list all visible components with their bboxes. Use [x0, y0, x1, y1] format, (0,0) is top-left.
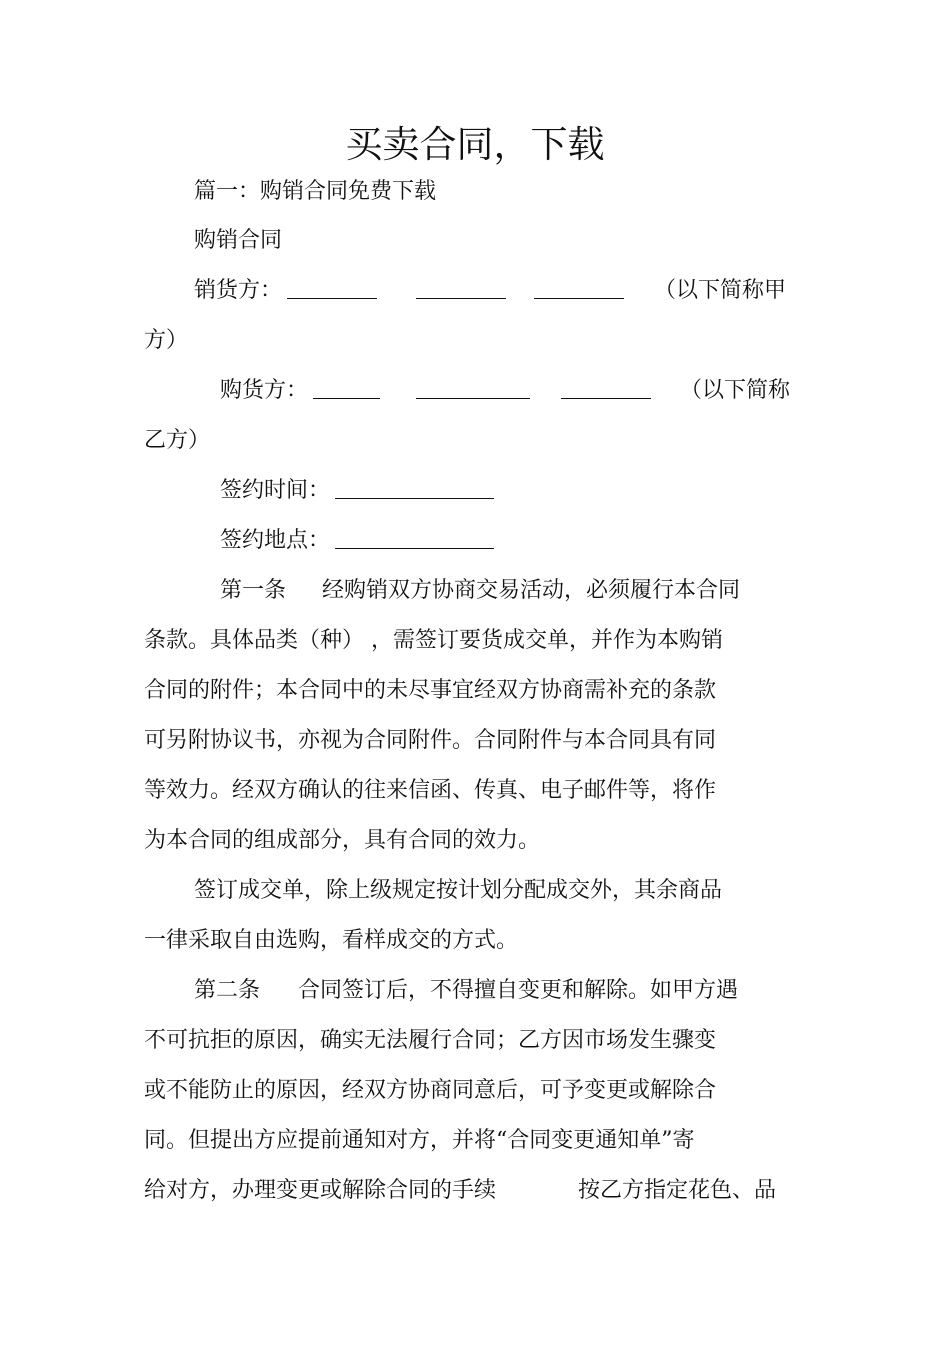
paragraph-2-line-2: 一律采取自由选购，看样成交的方式。: [144, 928, 519, 953]
article-2-number: 第二条: [194, 978, 261, 1003]
article-1-line-3: 合同的附件；本合同中的未尽事宜经双方协商需补充的条款: [144, 678, 717, 703]
document-title: 买卖合同，下载: [345, 123, 605, 166]
sign-time-label: 签约时间：: [220, 478, 331, 503]
paragraph-2-line-1: 签订成交单，除上级规定按计划分配成交外，其余商品: [194, 878, 723, 903]
buyer-note: （以下简称: [680, 378, 791, 403]
article-2-line-1: 合同签订后，不得擅自变更和解除。如甲方遇: [298, 978, 739, 1003]
section-heading: 篇一：购销合同免费下载: [194, 179, 437, 204]
seller-blank-2: [416, 278, 506, 299]
article-1-line-6: 为本合同的组成部分，具有合同的效力。: [144, 828, 541, 853]
article-1-number: 第一条: [220, 578, 287, 603]
sign-place-label: 签约地点：: [220, 528, 331, 553]
article-2-line-4: 同。但提出方应提前通知对方，并将“合同变更通知单”寄: [144, 1128, 695, 1153]
contract-name: 购销合同: [194, 228, 283, 253]
sign-place-blank: [335, 528, 494, 549]
seller-label: 销货方：: [194, 278, 283, 303]
article-2-line-3: 或不能防止的原因，经双方协商同意后，可予变更或解除合: [144, 1078, 717, 1103]
article-1-line-1: 经购销双方协商交易活动，必须履行本合同: [322, 578, 741, 603]
buyer-blank-1: [313, 378, 380, 399]
article-1-line-2: 条款。具体品类（种） ，需签订要货成交单，并作为本购销: [144, 628, 723, 653]
article-2-line-5: 给对方，办理变更或解除合同的手续: [144, 1178, 497, 1203]
article-1-line-4: 可另附协议书，亦视为合同附件。合同附件与本合同具有同: [144, 728, 717, 753]
buyer-label: 购货方：: [220, 378, 309, 403]
buyer-blank-2: [416, 378, 530, 399]
article-2-line-5-cont: 按乙方指定花色、品: [578, 1178, 777, 1203]
seller-blank-3: [534, 278, 624, 299]
article-2-line-2: 不可抗拒的原因，确实无法履行合同；乙方因市场发生骤变: [144, 1028, 717, 1053]
buyer-note-end: 乙方）: [144, 428, 211, 453]
article-1-line-5: 等效力。经双方确认的往来信函、传真、电子邮件等，将作: [144, 778, 717, 803]
seller-note: （以下简称甲: [654, 278, 787, 303]
seller-note-end: 方）: [144, 328, 189, 353]
seller-blank-1: [287, 278, 377, 299]
buyer-blank-3: [561, 378, 651, 399]
sign-time-blank: [335, 478, 494, 499]
